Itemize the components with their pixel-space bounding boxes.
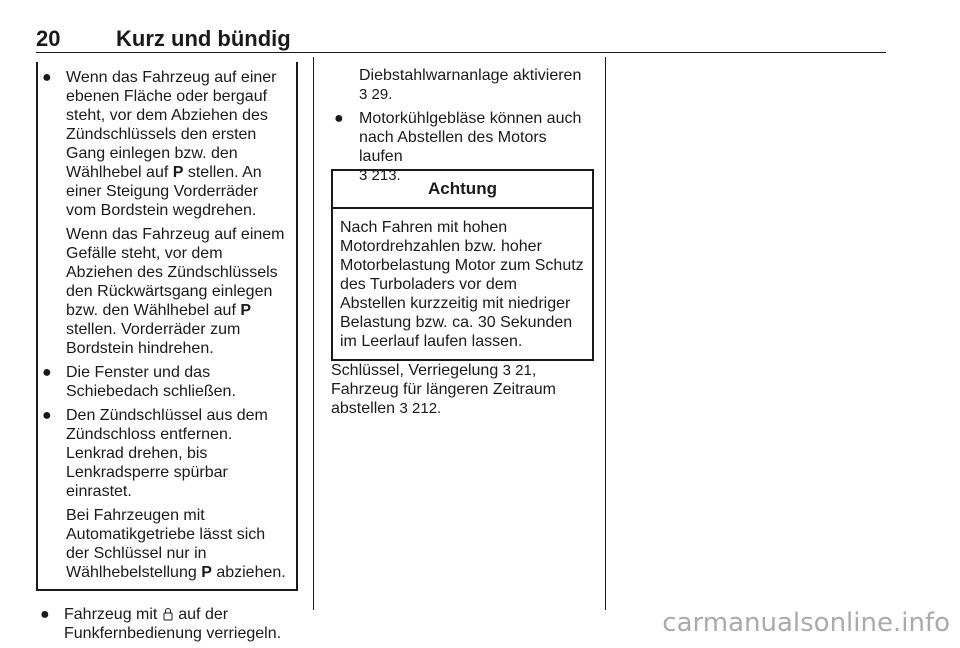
gear-p: P: [172, 164, 184, 181]
warning-title: Achtung: [333, 171, 592, 209]
list-item: [40, 363, 288, 401]
list-item-text: Die Fenster und das Schiebedach schließen.: [66, 364, 236, 400]
page-reference: 3 21: [502, 362, 532, 379]
page-reference: 3 212.: [399, 400, 442, 417]
list-item: [36, 605, 298, 643]
bullet: ●: [40, 606, 50, 623]
column-divider-2: [605, 57, 606, 610]
list-item: [40, 406, 288, 501]
paragraph-text-after: stellen. Vorderräder zum Bordstein hindrehen.: [66, 321, 241, 357]
list-item-text: Motorkühlgebläse können auch nach Abstellen des Motors laufen: [359, 110, 582, 165]
bordered-note-box: [36, 62, 298, 591]
list-item-text: Den Zündschlüssel aus dem Zündschloss entfernen. Lenkrad drehen, bis Lenkradsperre spürbar einrastet.: [66, 407, 268, 500]
list-item-text: Fahrzeug mit: [64, 606, 162, 623]
cross-reference-paragraph: [331, 361, 593, 418]
column-divider-1: [313, 57, 314, 610]
watermark: carmanualsonline.info: [662, 608, 950, 638]
bullet: ●: [42, 69, 52, 86]
paragraph-text: Schlüssel, Verriegelung: [331, 362, 503, 379]
page-reference: 3 29.: [359, 86, 393, 103]
bullet: ●: [334, 110, 344, 127]
column-1: [36, 62, 298, 648]
gear-p: P: [240, 302, 252, 319]
warning-box: [331, 169, 594, 361]
column-2-footer: [331, 361, 593, 423]
indented-paragraph: [40, 506, 288, 582]
paragraph-text: Bei Fahrzeugen mit Automatikgetriebe lässt sich der Schlüssel nur in Wählhebelstellung: [66, 507, 266, 581]
list-item-text-after: stellen. An einer Steigung Vorderräder vom Bordstein wegdrehen.: [66, 164, 262, 219]
paragraph-text: , Fahrzeug für längeren Zeitraum abstellen: [331, 362, 556, 417]
bullet: ●: [42, 407, 52, 424]
page-header: [36, 24, 886, 53]
paragraph-text: Diebstahlwarnanlage aktivieren: [359, 67, 582, 84]
page-number: 20: [36, 26, 61, 51]
gear-p: P: [201, 564, 212, 581]
list-item: [40, 68, 288, 220]
list-item-text-after: auf der Funkfernbedienung verriegeln.: [64, 606, 282, 642]
paragraph-text-after: abziehen.: [211, 564, 286, 581]
page-reference: 3 213.: [359, 167, 401, 184]
lock-icon: [163, 607, 173, 621]
page-title: Kurz und bündig: [116, 26, 291, 51]
list-item-text: Wenn das Fahrzeug auf einer ebenen Fläche oder bergauf steht, vor dem Abziehen des Zündschlüssels den ersten Gang einlegen bzw. den Wählhebel auf: [66, 69, 277, 181]
paragraph-text: Wenn das Fahrzeug auf einem Gefälle steht, vor dem Abziehen des Zündschlüssels den Rückwärtsgang einlegen bzw. den Wählhebel auf: [66, 226, 285, 319]
bullet: ●: [42, 364, 52, 381]
indented-paragraph: [40, 225, 288, 358]
continued-paragraph: [331, 66, 593, 104]
warning-body: Nach Fahren mit hohen Motordrehzahlen bzw. hoher Motorbelastung Motor zum Schutz des Turboladers vor dem Abstellen kurzzeitig mit niedriger Belastung bzw. ca. 30 Sekunden im Leerlauf laufen lassen.: [340, 219, 584, 350]
